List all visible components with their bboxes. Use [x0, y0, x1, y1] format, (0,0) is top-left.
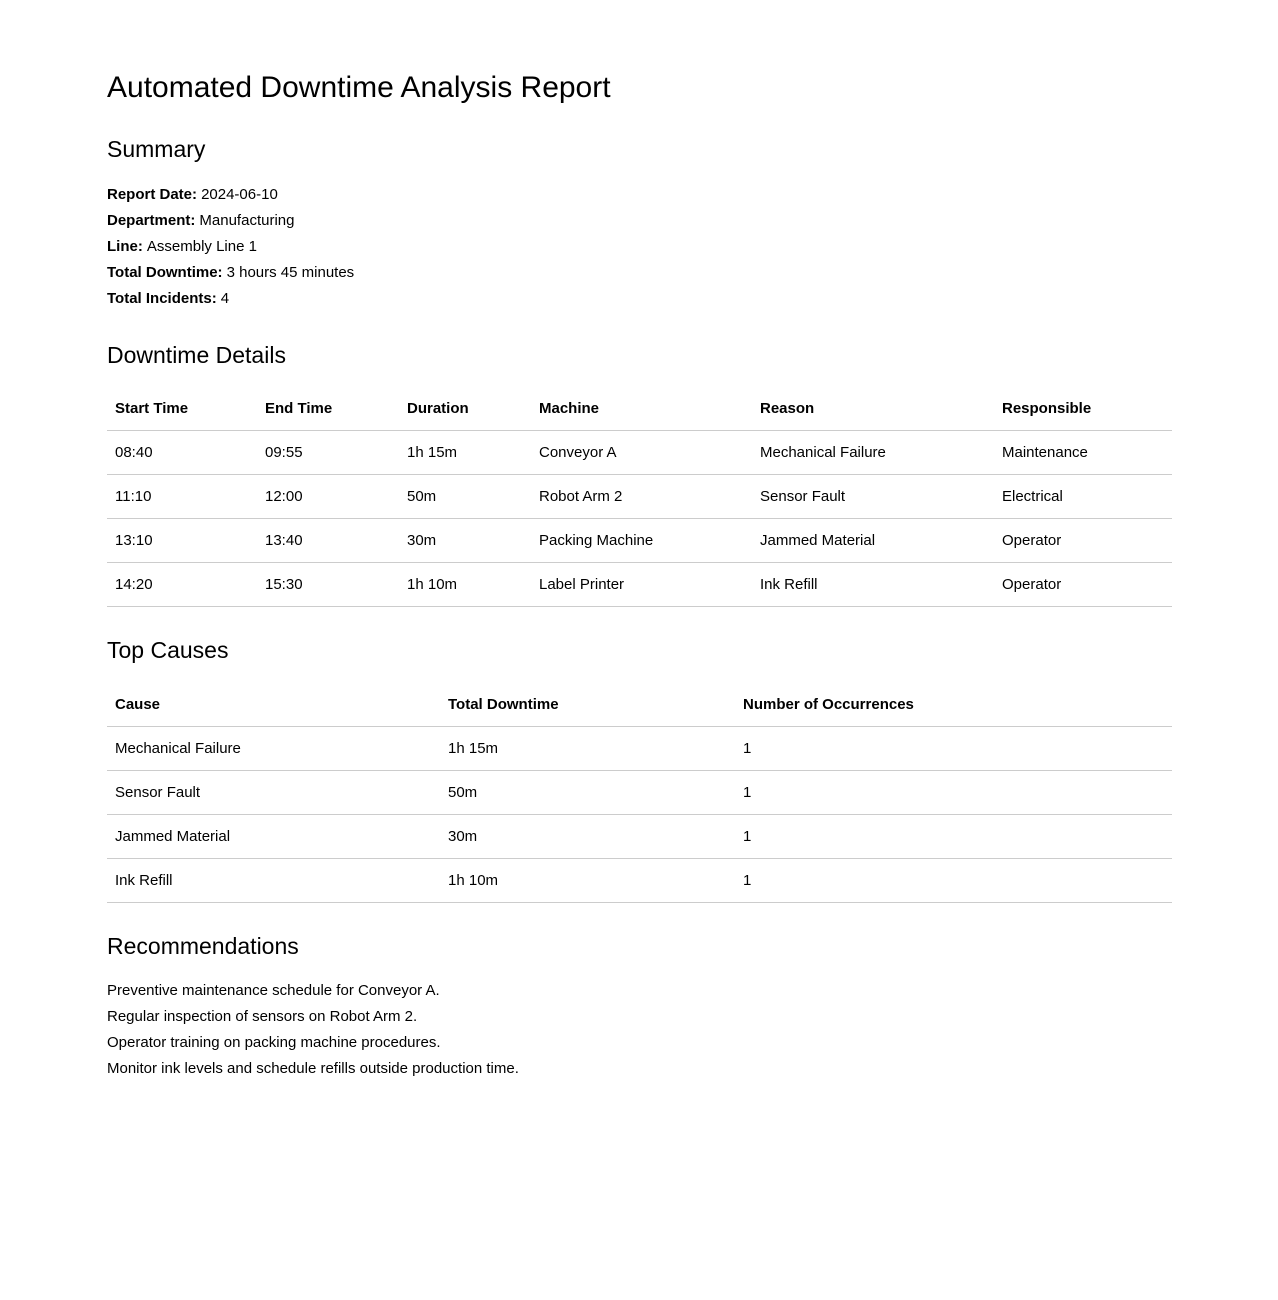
- table-cell: 08:40: [107, 431, 257, 475]
- table-cell: 11:10: [107, 475, 257, 519]
- table-cell: 15:30: [257, 563, 399, 607]
- recommendation-item: Regular inspection of sensors on Robot Arm 2.: [107, 1008, 418, 1026]
- summary-field-value: Manufacturing: [199, 211, 295, 229]
- summary-fields: [107, 182, 1172, 312]
- recommendation-item: Operator training on packing machine procedures.: [107, 1034, 441, 1052]
- column-header-reason: Reason: [752, 387, 994, 431]
- section-heading-downtime-details: Downtime Details: [107, 341, 286, 368]
- table-cell: Operator: [994, 519, 1172, 563]
- summary-field-line: [107, 234, 1172, 260]
- section-heading-summary: Summary: [107, 136, 206, 162]
- page-title: Automated Downtime Analysis Report: [107, 71, 611, 104]
- table-row: [107, 475, 1172, 519]
- table-cell: 09:55: [257, 431, 399, 475]
- section-heading-top-causes: Top Causes: [107, 637, 229, 664]
- table-cell: 30m: [440, 814, 735, 858]
- column-header-cause: Cause: [107, 683, 440, 727]
- table-cell: Sensor Fault: [752, 475, 994, 519]
- summary-field-label: Report Date:: [107, 185, 198, 203]
- table-cell: 1: [735, 726, 1172, 770]
- column-header-start-time: Start Time: [107, 387, 257, 431]
- table-row: [107, 770, 1172, 814]
- table-cell: Ink Refill: [752, 563, 994, 607]
- table-cell: 1h 10m: [399, 563, 531, 607]
- table-row: [107, 519, 1172, 563]
- summary-field-total-incidents: [107, 286, 1172, 312]
- table-row: [107, 858, 1172, 902]
- table-cell: 13:40: [257, 519, 399, 563]
- table-cell: 30m: [399, 519, 531, 563]
- summary-field-value: 3 hours 45 minutes: [226, 263, 355, 281]
- downtime-details-table: [107, 387, 1172, 607]
- column-header-machine: Machine: [531, 387, 752, 431]
- table-row: [107, 563, 1172, 607]
- table-cell: 50m: [399, 475, 531, 519]
- summary-field-total-downtime: [107, 260, 1172, 286]
- summary-field-label: Total Downtime:: [107, 263, 223, 281]
- table-cell: Sensor Fault: [107, 770, 440, 814]
- column-header-duration: Duration: [399, 387, 531, 431]
- table-row: [107, 814, 1172, 858]
- recommendations-list: [107, 978, 1172, 1082]
- column-header-responsible: Responsible: [994, 387, 1172, 431]
- table-cell: 13:10: [107, 519, 257, 563]
- table-cell: Robot Arm 2: [531, 475, 752, 519]
- table-cell: Packing Machine: [531, 519, 752, 563]
- summary-field-value: 4: [220, 289, 230, 307]
- summary-field-department: [107, 208, 1172, 234]
- summary-field-report-date: [107, 182, 1172, 208]
- section-heading-recommendations: Recommendations: [107, 932, 299, 959]
- column-header-occurrences: Number of Occurrences: [735, 683, 1172, 727]
- table-cell: 1h 15m: [399, 431, 531, 475]
- summary-field-label: Department:: [107, 211, 196, 229]
- summary-field-label: Line:: [107, 237, 143, 255]
- table-header-row: [107, 387, 1172, 431]
- column-header-end-time: End Time: [257, 387, 399, 431]
- table-cell: 14:20: [107, 563, 257, 607]
- recommendation-item: Monitor ink levels and schedule refills outside production time.: [107, 1060, 519, 1078]
- table-cell: Mechanical Failure: [107, 726, 440, 770]
- table-cell: 1: [735, 770, 1172, 814]
- table-cell: Ink Refill: [107, 858, 440, 902]
- table-header-row: [107, 683, 1172, 727]
- table-cell: 1: [735, 814, 1172, 858]
- summary-field-label: Total Incidents:: [107, 289, 217, 307]
- table-cell: Jammed Material: [752, 519, 994, 563]
- summary-field-value: Assembly Line 1: [146, 237, 257, 255]
- table-cell: 50m: [440, 770, 735, 814]
- table-cell: Jammed Material: [107, 814, 440, 858]
- table-cell: 1h 15m: [440, 726, 735, 770]
- table-cell: Electrical: [994, 475, 1172, 519]
- table-cell: Mechanical Failure: [752, 431, 994, 475]
- table-cell: Maintenance: [994, 431, 1172, 475]
- table-row: [107, 431, 1172, 475]
- column-header-total-downtime: Total Downtime: [440, 683, 735, 727]
- table-row: [107, 726, 1172, 770]
- table-cell: 1: [735, 858, 1172, 902]
- table-cell: Label Printer: [531, 563, 752, 607]
- table-cell: Operator: [994, 563, 1172, 607]
- top-causes-table: [107, 683, 1172, 903]
- summary-field-value: 2024-06-10: [201, 185, 278, 203]
- recommendation-item: Preventive maintenance schedule for Conveyor A.: [107, 982, 440, 1000]
- table-cell: Conveyor A: [531, 431, 752, 475]
- table-cell: 12:00: [257, 475, 399, 519]
- table-cell: 1h 10m: [440, 858, 735, 902]
